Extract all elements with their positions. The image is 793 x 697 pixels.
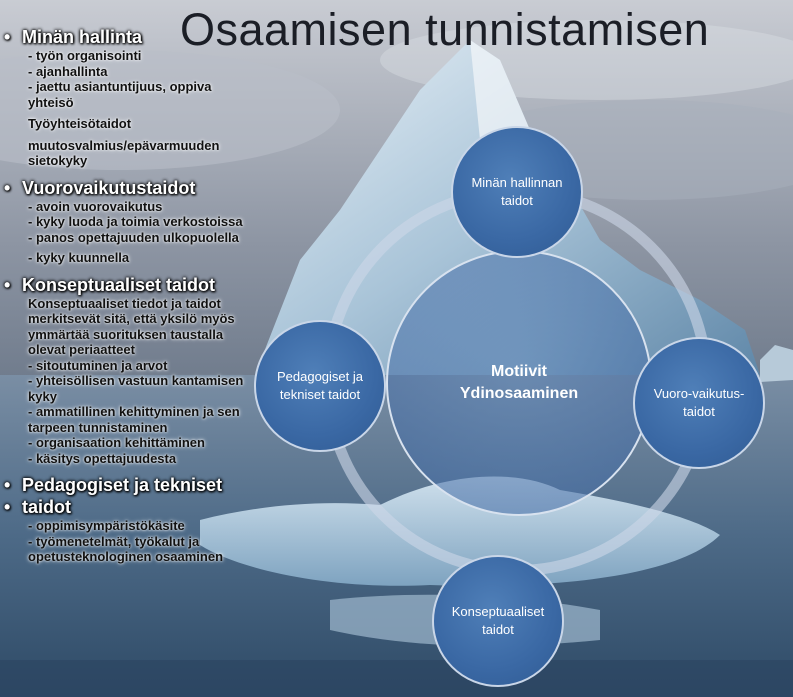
node-self-management bbox=[451, 126, 583, 258]
page-title: Osaamisen tunnistamisen bbox=[180, 4, 710, 55]
list-item: - työmenetelmät, työkalut ja bbox=[28, 533, 200, 549]
node-label: taidot bbox=[683, 404, 715, 419]
list-item: - organisaation kehittäminen bbox=[28, 435, 205, 450]
node-label: taidot bbox=[482, 622, 514, 637]
list-item: - käsitys opettajuudesta bbox=[28, 450, 177, 466]
list-heading-interaction: • Vuorovaikutustaidot bbox=[0, 177, 272, 199]
node-label: Konseptuaaliset bbox=[451, 604, 545, 619]
list-heading-pedagogical: • Pedagogiset ja tekniset bbox=[0, 474, 272, 496]
list-item: opetusteknologinen osaaminen bbox=[28, 549, 224, 564]
core-label-line1: Motiivit bbox=[491, 363, 547, 380]
list-item: - kyky luoda ja toimia verkostoissa bbox=[28, 214, 243, 229]
node-conceptual bbox=[432, 555, 564, 687]
list-item: tarpeen tunnistaminen bbox=[28, 419, 168, 435]
node-label: Minän hallinnan bbox=[471, 175, 563, 190]
list-heading-conceptual: • Konseptuaaliset taidot bbox=[0, 274, 272, 296]
list-item: - panos opettajuuden ulkopuolella bbox=[28, 229, 239, 245]
node-label: Vuoro-vaikutus- bbox=[653, 386, 745, 401]
node-label: Pedagogiset ja bbox=[276, 369, 363, 384]
competency-list bbox=[0, 26, 272, 565]
list-heading-self-management: • Minän hallinta bbox=[0, 26, 272, 48]
list-item: - työn organisointi bbox=[28, 48, 142, 63]
list-item: - avoin vuorovaikutus bbox=[28, 198, 163, 214]
list-item: - sitoutuminen ja arvot bbox=[28, 357, 168, 373]
node-label: tekniset taidot bbox=[279, 387, 361, 402]
list-item: Konseptuaaliset tiedot ja taidot bbox=[28, 295, 221, 311]
list-item: - jaettu asiantuntijuus, oppiva bbox=[28, 79, 212, 94]
list-item: olevat periaatteet bbox=[28, 342, 135, 357]
list-item: - yhteisöllisen vastuun kantamisen bbox=[28, 373, 244, 388]
list-item: kyky bbox=[28, 388, 57, 404]
list-item: ymmärtää suorituksen taustalla bbox=[28, 326, 224, 342]
node-pedagogical bbox=[254, 320, 386, 452]
list-heading-pedagogical-line2: • taidot bbox=[0, 496, 272, 518]
node-interaction bbox=[633, 337, 765, 469]
core-label-line2: Ydinosaaminen bbox=[459, 385, 579, 402]
core-competence-circle bbox=[386, 250, 652, 516]
list-item: sietokyky bbox=[28, 153, 88, 168]
list-item: muutosvalmius/epävarmuuden bbox=[28, 137, 220, 153]
list-item: yhteisö bbox=[28, 94, 74, 110]
list-item: - kyky kuunnella bbox=[28, 250, 130, 265]
list-item: Työyhteisötaidot bbox=[28, 116, 132, 131]
list-item: merkitsevät sitä, että yksilö myös bbox=[28, 311, 235, 326]
list-item: - ajanhallinta bbox=[28, 63, 108, 79]
list-item: - ammatillinen kehittyminen ja sen bbox=[28, 404, 240, 419]
node-label: taidot bbox=[501, 193, 533, 208]
list-item: - oppimisympäristökäsite bbox=[28, 518, 185, 533]
